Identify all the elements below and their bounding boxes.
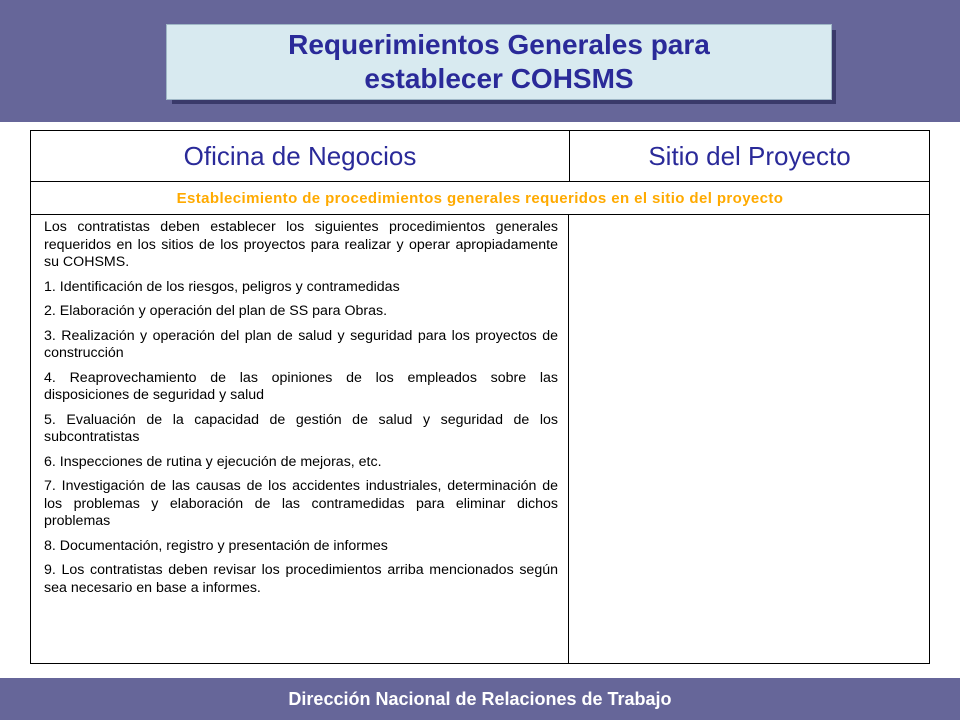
section-title: Establecimiento de procedimientos generales requeridos en el sitio del proyecto (31, 182, 929, 215)
header-oficina-de-negocios: Oficina de Negocios (31, 131, 570, 181)
footer-text: Dirección Nacional de Relaciones de Trabajo (288, 688, 672, 709)
title-line-2: establecer COHSMS (364, 63, 634, 94)
procedure-item-3: 3. Realización y operación del plan de salud y seguridad para los proyectos de construcción (44, 327, 558, 361)
procedure-item-5: 5. Evaluación de la capacidad de gestión de salud y seguridad de los subcontratistas (44, 411, 558, 445)
procedure-item-9: 9. Los contratistas deben revisar los procedimientos arriba mencionados según sea necesario en base a informes. (44, 562, 558, 596)
title-line-1: Requerimientos Generales para (288, 29, 710, 60)
procedure-item-1: 1. Identificación de los riesgos, peligros y contramedidas (44, 278, 400, 295)
intro-paragraph: Los contratistas deben establecer los siguientes procedimientos generales requeridos en los sitios de los proyectos para realizar y operar apropiadamente su COHSMS. (44, 219, 558, 270)
project-site-cell (570, 215, 929, 663)
procedures-cell (31, 215, 569, 663)
procedure-item-8: 8. Documentación, registro y presentación de informes (44, 537, 388, 554)
procedure-item-7: 7. Investigación de las causas de los accidentes industriales, determinación de los problemas y elaboración de las contramedidas para eliminar dichos problemas (44, 478, 558, 529)
requirements-table (30, 130, 930, 664)
footer-band (0, 678, 960, 720)
procedure-item-6: 6. Inspecciones de rutina y ejecución de mejoras, etc. (44, 453, 382, 470)
header-sitio-del-proyecto: Sitio del Proyecto (648, 140, 851, 171)
title-box (166, 24, 832, 100)
table-header-row (31, 131, 929, 182)
procedure-item-4: 4. Reaprovechamiento de las opiniones de los empleados sobre las disposiciones de seguridad y salud (44, 369, 558, 403)
procedure-item-2: 2. Elaboración y operación del plan de SS para Obras. (44, 303, 388, 319)
